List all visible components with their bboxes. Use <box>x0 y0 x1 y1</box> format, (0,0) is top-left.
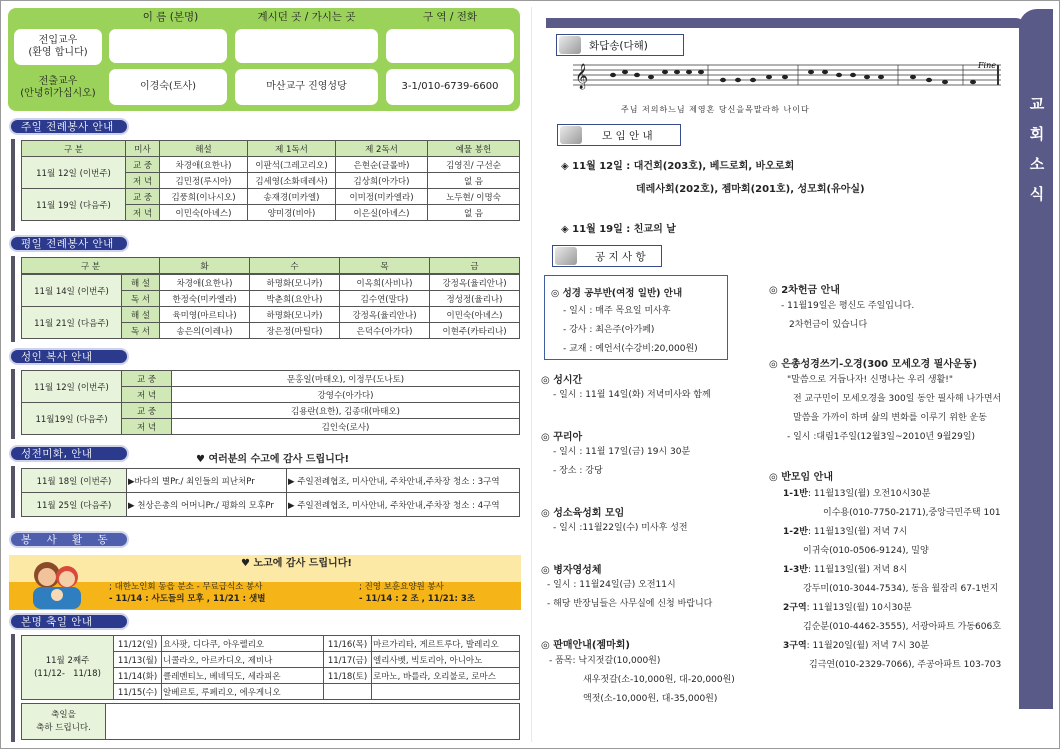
holy-hour-heading: ◎ 성시간 <box>541 375 583 386</box>
church-news-title <box>1026 89 1048 209</box>
transfer-box <box>8 8 520 111</box>
bible-writing-line: "말씀으로 거듭나자! 신명나는 우리 생활!" <box>787 375 954 385</box>
family-illustration-icon <box>23 557 87 609</box>
group-contact: 이수용(010-7750-2171),중앙극민주택 101 <box>823 508 1001 518</box>
cell: 니콜라오, 아르카디오, 제비나 <box>162 652 324 668</box>
col-header: 미사 <box>126 141 160 157</box>
weekday-section-title: 평일 전례봉사 안내 <box>9 235 129 252</box>
cell: 없 음 <box>428 205 520 221</box>
bible-study-box <box>544 275 728 360</box>
sale-heading: ◎ 판매안내(젬마회) <box>541 640 630 651</box>
out-area: 3-1/010-6739-6600 <box>386 69 514 105</box>
col-header: 금 <box>430 258 520 274</box>
date-cell <box>324 684 372 700</box>
cell: 김영진/ 구선순 <box>428 157 520 173</box>
group-contact: 김순분(010-4462-3555), 서광아파트 가동606호 <box>803 622 1001 632</box>
cell: 은덕수(아가다) <box>340 323 430 339</box>
service-right-2: - 11/14 : 2 조 , 11/21: 3조 <box>359 594 476 604</box>
right-top-bar <box>546 18 1026 28</box>
cell: 한정숙(미카엘라) <box>160 291 250 307</box>
mass-cell: 저 녁 <box>122 387 172 403</box>
sunday-table <box>21 140 520 221</box>
adult-server-section-title: 성인 복사 안내 <box>9 348 129 365</box>
meeting-line-3: ◈ 11월 19일 : 친교의 날 <box>561 224 676 235</box>
meeting-line-2: 데레사회(202호), 젬마회(201호), 성모회(유아실) <box>636 184 865 195</box>
bible-heading: ◎ 성경 공부반(여정 일반) 안내 <box>551 288 683 299</box>
date-cell: 11/17(금) <box>324 652 372 668</box>
second-collection-line: - 11월19일은 평신도 주일입니다. <box>781 301 915 311</box>
sale-line: 새우젓갈(소-10,000원, 대-20,000원) <box>583 675 735 685</box>
cell: 은현순(글롤바) <box>336 157 428 173</box>
cell: 이옥희(사비나) <box>340 275 430 291</box>
date-cell: 11월19일 (다음주) <box>22 403 122 435</box>
table-row <box>22 636 520 652</box>
col-header: 화 <box>160 258 250 274</box>
weekday-left-bar <box>11 256 15 342</box>
table-row <box>22 403 520 419</box>
mass-cell: 저 녁 <box>122 419 172 435</box>
cell: 클레멘티노, 베네딕도, 세라피온 <box>162 668 324 684</box>
table-row <box>22 275 520 291</box>
group-contact: 강두미(010-3044-7534), 동읍 월잠리 67-1번지 <box>803 584 999 594</box>
date-cell: 11/12(일) <box>114 636 162 652</box>
fine-mark: Fine <box>978 61 996 70</box>
transfer-out-label: 전출교우 (안녕히가십시오) <box>20 75 96 99</box>
service-left-1: ; 대한노인회 동읍 분소 - 무료급식소 봉사 <box>109 582 263 592</box>
cell: 김인숙(로사) <box>172 419 520 435</box>
table-row <box>22 307 520 323</box>
cell: 이현주(카타리나) <box>430 323 520 339</box>
cell: 장은정(마틸다) <box>250 323 340 339</box>
cleaning-table <box>21 468 520 517</box>
cell: 노두현/ 이명숙 <box>428 189 520 205</box>
weekday-table <box>21 257 520 274</box>
date-cell: 11/18(토) <box>324 668 372 684</box>
group-key: 1-1반 <box>783 489 808 499</box>
group-key: 3구역 <box>783 641 807 651</box>
center-divider <box>531 7 532 742</box>
role-cell: 독 서 <box>122 291 160 307</box>
vocation-heading: ◎ 성소육성회 모임 <box>541 508 625 519</box>
cell: 양미경(비아) <box>248 205 336 221</box>
sick-communion-line: - 일시 : 11월24일(금) 오전11시 <box>547 580 676 590</box>
mass-cell: 교 중 <box>126 157 160 173</box>
cell: 김용란(요한), 김종대(마태오) <box>172 403 520 419</box>
group-contact: 이귀숙(010-0506-9124), 밀양 <box>803 546 929 556</box>
cell: 알베르토, 루페리오, 에우게니오 <box>162 684 324 700</box>
mass-cell: 교 중 <box>122 403 172 419</box>
congrats-cell: 축일을 축하 드립니다. <box>22 704 106 740</box>
service-left-2: - 11/14 : 사도들의 모후 , 11/21 : 샛별 <box>109 594 266 604</box>
cell: 김수연(말다) <box>340 291 430 307</box>
feast-congrats-table <box>21 703 520 740</box>
cell: 이미정(미카엘라) <box>336 189 428 205</box>
date-cell: 11월 19일 (다음주) <box>22 189 126 221</box>
music-score <box>573 59 1003 91</box>
cell: 강정옥(율리안나) <box>430 275 520 291</box>
cell: 김상희(아가다) <box>336 173 428 189</box>
service-banner <box>9 555 521 610</box>
in-area-field <box>386 29 514 63</box>
cleaning-left-bar <box>11 466 15 518</box>
col-header: 목 <box>340 258 430 274</box>
feast-left-bar <box>11 634 15 742</box>
vocation-line: - 일시 :11월22일(수) 미사후 성전 <box>553 523 688 533</box>
cell: 김풍희(이나시오) <box>160 189 248 205</box>
col-header: 예물 봉헌 <box>428 141 520 157</box>
service-right-1: ; 진영 보훈요양원 봉사 <box>359 582 444 592</box>
group-meeting-item <box>783 638 929 654</box>
date-cell: 11월 14일 (이번주) <box>22 275 122 307</box>
treble-clef-icon: 𝄞 <box>575 64 589 89</box>
in-name-field <box>109 29 227 63</box>
col-header: 구 분 <box>22 258 160 274</box>
cell: ▶바다의 별Pr./ 최인들의 피난처Pr <box>127 469 287 493</box>
bible-line: - 강사 : 최은주(아가페) <box>563 325 655 335</box>
portrait-icon <box>555 247 577 265</box>
title-char: 소 <box>1029 155 1045 173</box>
group-value: : 11월13일(월) 저녁 7시 <box>807 527 908 537</box>
sunday-section-title: 주일 전례봉사 안내 <box>9 118 129 135</box>
adult-server-table <box>21 370 520 435</box>
table-row <box>22 189 520 205</box>
cell: 차경애(요한나) <box>160 157 248 173</box>
weekday-table-body <box>21 274 520 339</box>
date-cell: 11월 12일 (이번주) <box>22 371 122 403</box>
cell: ▶ 천상은총의 어머니Pr./ 평화의 모후Pr <box>127 493 287 517</box>
table-row <box>22 493 520 517</box>
meeting-line-1: ◈ 11월 12일 : 대건회(203호), 베드로회, 바오로회 <box>561 161 795 172</box>
group-key: 1-3반 <box>783 565 808 575</box>
cell <box>372 684 520 700</box>
table-row <box>22 704 520 740</box>
notice-tag <box>552 245 662 267</box>
date-cell: 11월 21일 (다음주) <box>22 307 122 339</box>
feast-section-title: 본명 축일 안내 <box>9 613 129 630</box>
col-header: 수 <box>250 258 340 274</box>
title-char: 교 <box>1029 95 1045 113</box>
group-key: 2구역 <box>783 603 807 613</box>
cell: 박춘희(요안나) <box>250 291 340 307</box>
cell: 송은의(이레나) <box>160 323 250 339</box>
mass-cell: 저 녁 <box>126 173 160 189</box>
meeting-tag-label: 모 임 안 내 <box>602 129 653 142</box>
service-section-title: 봉 사 활 동 <box>9 531 129 548</box>
cell: 엘리사벳, 빅토리아, 아니아노 <box>372 652 520 668</box>
hymn-lyrics: 주님 저의하느님 제영혼 당신을목말라하 나이다 <box>621 105 810 114</box>
cell: ▶ 주일전례협조, 미사안내, 주차안내,주차장 청소 : 4구역 <box>287 493 520 517</box>
cell: 이민숙(아녜스) <box>430 307 520 323</box>
date-cell: 11월 18일 (이번주) <box>22 469 127 493</box>
bible-line: - 교재 : 예언서(수강비:20,000원) <box>563 344 698 354</box>
col-header: 구 분 <box>22 141 126 157</box>
role-cell: 해 설 <box>122 275 160 291</box>
col-header: 해설 <box>160 141 248 157</box>
second-collection-line: 2차헌금이 있습니다 <box>789 320 868 330</box>
cell: 이은실(아녜스) <box>336 205 428 221</box>
col-name-header: 이 름 (본명) <box>142 11 199 23</box>
bible-line: - 일시 : 매주 목요일 미사후 <box>563 306 671 316</box>
meeting-tag <box>557 124 681 146</box>
role-cell: 독 서 <box>122 323 160 339</box>
cell: 차경애(요한나) <box>160 275 250 291</box>
group-value: : 11월13일(월) 10시30분 <box>806 603 912 613</box>
cell: 마르가리타, 게르트루다, 발레리오 <box>372 636 520 652</box>
portrait-icon <box>559 36 581 54</box>
date-cell: 11/15(수) <box>114 684 162 700</box>
sale-line: - 품목: 낙지젓갈(10,000원) <box>549 656 661 666</box>
out-place: 마산교구 진영성당 <box>235 69 378 105</box>
title-char: 식 <box>1029 185 1045 203</box>
second-collection-heading: ◎ 2차헌금 안내 <box>769 285 840 296</box>
out-name: 이경숙(토사) <box>109 69 227 105</box>
holy-hour-line: - 일시 : 11월 14일(화) 저녁미사와 함께 <box>553 390 711 400</box>
cell: 김민정(루시아) <box>160 173 248 189</box>
mass-cell: 교 중 <box>126 189 160 205</box>
transfer-in-label: 전입교우 (환영 합니다) <box>14 29 102 65</box>
group-value: : 11월20일(월) 저녁 7시 30분 <box>806 641 930 651</box>
cleaning-section-title: 성전미화, 안내 <box>9 445 129 462</box>
group-meeting-heading: ◎ 반모임 안내 <box>769 472 833 483</box>
date-cell: 11월 25일 (다음주) <box>22 493 127 517</box>
cell: 없 음 <box>428 173 520 189</box>
col-area-header: 구 역 / 전화 <box>422 11 478 23</box>
cell: 하명화(모니카) <box>250 275 340 291</box>
service-thanks: ♥ 노고에 감사 드립니다! <box>241 558 352 569</box>
notice-tag-label: 공 지 사 항 <box>595 250 646 263</box>
hymn-tag <box>556 34 684 56</box>
adult-left-bar <box>11 369 15 439</box>
curia-line: - 일시 : 11월 17일(금) 19시 30분 <box>553 447 691 457</box>
cell: 이민숙(아녜스) <box>160 205 248 221</box>
col-header: 제 1독서 <box>248 141 336 157</box>
table-row <box>22 371 520 387</box>
cell: 강정옥(율리안나) <box>340 307 430 323</box>
date-cell: 11월 12일 (이번주) <box>22 157 126 189</box>
table-row <box>22 157 520 173</box>
group-contact: 김극연(010-2329-7066), 주공아파트 103-703 <box>809 660 1002 670</box>
group-value: : 11월13일(월) 오전10시30분 <box>807 489 931 499</box>
sick-communion-heading: ◎ 병자영성체 <box>541 565 602 576</box>
date-cell: 11/14(화) <box>114 668 162 684</box>
role-cell: 해 설 <box>122 307 160 323</box>
cell: 이판석(그레고리오) <box>248 157 336 173</box>
group-meeting-item <box>783 486 930 502</box>
col-place-header: 계시던 곳 / 가시는 곳 <box>257 11 356 23</box>
cell: 송재경(미카엘) <box>248 189 336 205</box>
cell: 육미영(마르티나) <box>160 307 250 323</box>
table-row <box>22 469 520 493</box>
group-meeting-item <box>783 562 907 578</box>
group-meeting-item <box>783 600 912 616</box>
cell: 로마노, 바를라, 오리불로, 로마스 <box>372 668 520 684</box>
cell: ▶ 주일전례협조, 미사안내, 주차안내,주차장 청소 : 3구역 <box>287 469 520 493</box>
feast-table <box>21 635 520 700</box>
date-cell: 11/13(월) <box>114 652 162 668</box>
group-meeting-item <box>783 524 907 540</box>
cell: 강영수(아가다) <box>172 387 520 403</box>
portrait-icon <box>560 126 582 144</box>
cell: 김세영(소화데레사) <box>248 173 336 189</box>
cell: 하명화(모니카) <box>250 307 340 323</box>
table-header-row <box>22 258 520 274</box>
bible-writing-line: 전 교구민이 모세오경을 300일 동안 필사해 나가면서 <box>793 394 1002 404</box>
hymn-tag-label: 화답송(다해) <box>589 39 648 52</box>
cell: 정성정(율리나) <box>430 291 520 307</box>
cleaning-thanks: ♥ 여러분의 수고에 감사 드립니다! <box>196 454 350 465</box>
sale-line: 액젓(소-10,000원, 대-35,000원) <box>583 694 718 704</box>
mass-cell: 교 중 <box>122 371 172 387</box>
group-key: 1-2반 <box>783 527 808 537</box>
cell: 요사팟, 디다쿠, 아우렐리오 <box>162 636 324 652</box>
table-header-row <box>22 141 520 157</box>
sick-communion-line: - 해당 반장님들은 사무실에 신청 바랍니다 <box>547 599 713 609</box>
sunday-left-bar <box>11 139 15 231</box>
cell: 문홍일(마태오), 이정무(도나토) <box>172 371 520 387</box>
date-cell: 11/16(목) <box>324 636 372 652</box>
bible-writing-line: 말씀을 가까이 하며 삶의 변화를 이루기 위한 운동 <box>793 413 987 423</box>
curia-heading: ◎ 꾸리아 <box>541 432 583 443</box>
bible-writing-line: - 일시 :대림1주일(12월3일~2010년 9월29일) <box>787 432 976 442</box>
title-char: 회 <box>1029 125 1045 143</box>
curia-line: - 장소 : 강당 <box>553 466 603 476</box>
group-value: : 11월13일(월) 저녁 8시 <box>807 565 908 575</box>
in-place-field <box>235 29 378 63</box>
bible-writing-heading: ◎ 은총성경쓰기-오경(300 모세오경 필사운동) <box>769 359 977 370</box>
mass-cell: 저 녁 <box>126 205 160 221</box>
cell <box>106 704 520 740</box>
week-cell: 11월 2째주 (11/12- 11/18) <box>22 636 114 700</box>
col-header: 제 2독서 <box>336 141 428 157</box>
